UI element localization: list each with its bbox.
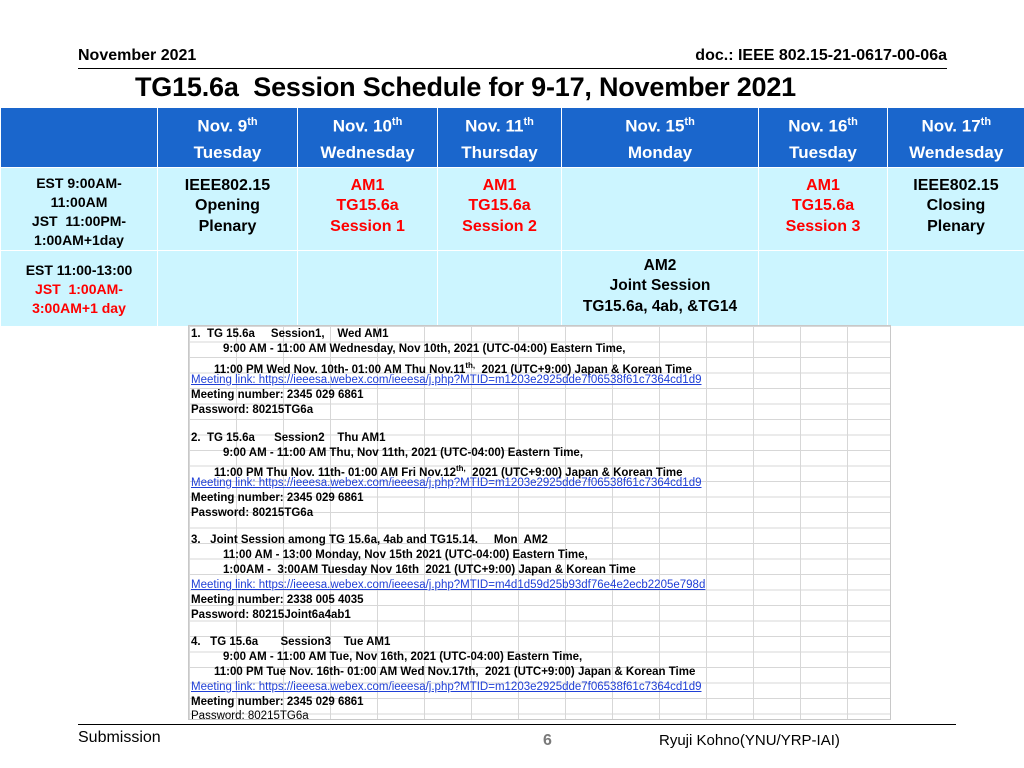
session-1-password: Password: 80215TG6a [191,404,314,416]
schedule-row-am2 [1,250,1024,326]
time-slot-am1: EST 9:00AM- 11:00AM JST 11:00PM- 1:00AM+1day [1,167,158,250]
session-4-heading: 4. TG 15.6a Session3 Tue AM1 [191,636,391,648]
col-header-nov15: Nov. 15th Monday [562,108,759,167]
session-2-est: 9:00 AM - 11:00 AM Thu, Nov 11th, 2021 (UTC-04:00) Eastern Time, [223,447,584,459]
session-2-jst: 11:00 PM Thu Nov. 11th- 01:00 AM Fri $Nov.12^{th,}$ 2021 (UTC+9:00) Japan & Korean Time [214,464,683,479]
cell-session-3: AM1 TG15.6a Session 3 [759,167,888,250]
cell-joint-session: AM2 Joint Session TG15.6a, 4ab, &TG14 [562,250,759,326]
session-2-meeting-link[interactable]: Meeting link: https://ieeesa.webex.com/ieeesa/j.php?MTID=m1203e2925dde7f06538f61c7364cd1d9 [191,477,702,489]
col-header-nov11: Nov. 11th Thursday [438,108,562,167]
header-date: November 2021 [78,47,197,64]
session-4-meeting-number: Meeting number: 2345 029 6861 [191,696,364,708]
session-1-jst: 11:00 PM Wed Nov. 10th- 01:00 AM Thu $Nov.11^{th,}$ 2021 (UTC+9:00) Japan & Korean Time [214,361,692,376]
session-4-meeting-link[interactable]: Meeting link: https://ieeesa.webex.com/ieeesa/j.php?MTID=m1203e2925dde7f06538f61c7364cd1d9 [191,681,702,693]
session-1-est: 9:00 AM - 11:00 AM Wednesday, Nov 10th, 2021 (UTC-04:00) Eastern Time, [223,343,626,355]
session-1-meeting-link[interactable]: Meeting link: https://ieeesa.webex.com/ieeesa/j.php?MTID=m1203e2925dde7f06538f61c7364cd1d9 [191,374,702,386]
footer-page-number: 6 [543,732,552,749]
footer-rule [78,724,956,725]
time-slot-am2: EST 11:00-13:00 JST 1:00AM- 3:00AM+1 day [1,250,158,326]
session-3-heading: 3. Joint Session among TG 15.6a, 4ab and TG15.14. Mon AM2 [191,534,548,546]
session-details-sheet [188,325,891,720]
footer-author: Ryuji Kohno(YNU/YRP-IAI) [659,732,840,749]
session-3-meeting-number: Meeting number: 2338 005 4035 [191,594,364,606]
cell-empty-nov16-am2 [759,250,888,326]
session-3-password: Password: 80215Joint6a4ab1 [191,609,351,621]
session-2-password: Password: 80215TG6a [191,507,314,519]
schedule-header-row [1,108,1024,167]
col-header-nov10: Nov. 10th Wednesday [298,108,438,167]
cell-empty-nov10-am2 [298,250,438,326]
cell-empty-nov17-am2 [888,250,1024,326]
cell-session-2: AM1 TG15.6a Session 2 [438,167,562,250]
cell-closing-plenary: IEEE802.15 Closing Plenary [888,167,1024,250]
cell-empty-nov15-am1 [562,167,759,250]
col-header-nov9: Nov. 9th Tuesday [158,108,298,167]
page-title: TG15.6a Session Schedule for 9-17, November 2021 [135,72,796,102]
session-4-jst: 11:00 PM Tue Nov. 16th- 01:00 AM Wed Nov.17th, 2021 (UTC+9:00) Japan & Korean Time [214,666,696,678]
cell-empty-nov11-am2 [438,250,562,326]
session-2-heading: 2. TG 15.6a Session2 Thu AM1 [191,432,386,444]
session-3-jst: 1:00AM - 3:00AM Tuesday Nov 16th 2021 (UTC+9:00) Japan & Korean Time [223,564,636,576]
session-3-meeting-link[interactable]: Meeting link: https://ieeesa.webex.com/ieeesa/j.php?MTID=m4d1d59d25b93df76e4e2ecb2205e798d [191,579,706,591]
corner-cell [1,108,158,167]
session-4-password: Password: 80215TG6a [191,710,309,720]
session-4-est: 9:00 AM - 11:00 AM Tue, Nov 16th, 2021 (UTC-04:00) Eastern Time, [223,651,583,663]
cell-empty-nov9-am2 [158,250,298,326]
header-doc-id: doc.: IEEE 802.15-21-0617-00-06a [695,47,947,64]
col-header-nov16: Nov. 16th Tuesday [759,108,888,167]
session-1-meeting-number: Meeting number: 2345 029 6861 [191,389,364,401]
session-2-meeting-number: Meeting number: 2345 029 6861 [191,492,364,504]
footer-submission: Submission [78,729,161,746]
session-3-est: 11:00 AM - 13:00 Monday, Nov 15th 2021 (UTC-04:00) Eastern Time, [223,549,588,561]
cell-session-1: AM1 TG15.6a Session 1 [298,167,438,250]
schedule-row-am1 [1,167,1024,250]
cell-opening-plenary: IEEE802.15 Opening Plenary [158,167,298,250]
header-rule [78,68,947,69]
col-header-nov17: Nov. 17th Wendesday [888,108,1024,167]
session-1-heading: 1. TG 15.6a Session1, Wed AM1 [191,328,389,340]
schedule-table [0,108,1024,327]
